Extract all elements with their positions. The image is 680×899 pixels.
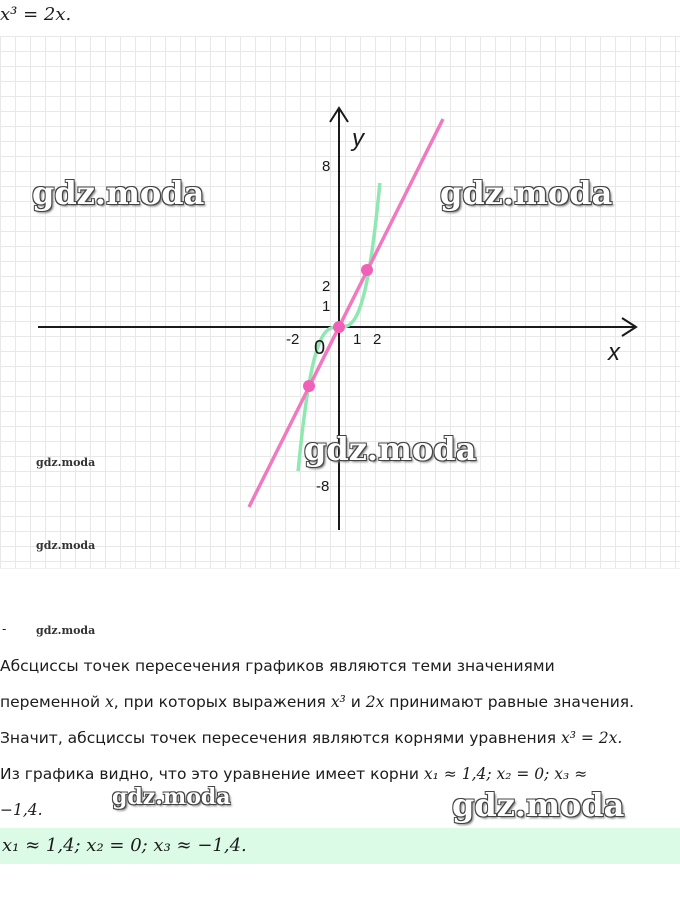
tick-label-yneg8: -8 xyxy=(316,478,330,495)
watermark-right: gdz.moda xyxy=(440,174,613,212)
watermark-small-1: gdz.moda xyxy=(36,456,96,469)
origin-label: 0 xyxy=(314,337,326,359)
top-equation: x³ = 2x. xyxy=(0,4,72,25)
intersection-point-origin xyxy=(333,321,345,333)
tick-label-y1: 1 xyxy=(322,298,331,315)
tick-label-x2: 2 xyxy=(373,331,382,348)
watermark-text-right: gdz.moda xyxy=(452,786,625,824)
dash-marker: - xyxy=(2,622,7,636)
answer-bar: x₁ ≈ 1,4; x₂ = 0; x₃ ≈ −1,4. xyxy=(0,828,680,864)
watermark-small-3: gdz.moda xyxy=(36,624,96,637)
tick-label-x-neg2: -2 xyxy=(286,331,300,348)
graph-svg xyxy=(0,36,680,568)
watermark-small-2: gdz.moda xyxy=(36,539,96,552)
graph-figure xyxy=(0,36,680,569)
paragraph-line-5: −1,4. xyxy=(0,801,43,819)
intersection-point-pos xyxy=(361,264,373,276)
intersection-point-neg xyxy=(303,380,315,392)
paragraph-line-3: Значит, абсциссы точек пересечения являются корнями уравнения x³ = 2x. xyxy=(0,729,623,747)
watermark-center: gdz.moda xyxy=(304,430,477,468)
watermark-text-left: gdz.moda xyxy=(112,784,231,810)
tick-label-y2: 2 xyxy=(322,278,331,295)
tick-label-x1: 1 xyxy=(353,331,362,348)
paragraph-line-2: переменной x, при которых выражения x³ и 2x принимают равные значения. xyxy=(0,693,635,711)
tick-label-y8: 8 xyxy=(322,158,331,175)
y-axis-label: y xyxy=(352,125,364,152)
watermark-left: gdz.moda xyxy=(32,174,205,212)
paragraph-line-4: Из графика видно, что это уравнение имеет корни x₁ ≈ 1,4; x₂ = 0; x₃ ≈ xyxy=(0,765,588,783)
paragraph-line-1: Абсциссы точек пересечения графиков являются теми значениями xyxy=(0,657,555,675)
x-axis-label: x xyxy=(608,339,620,366)
